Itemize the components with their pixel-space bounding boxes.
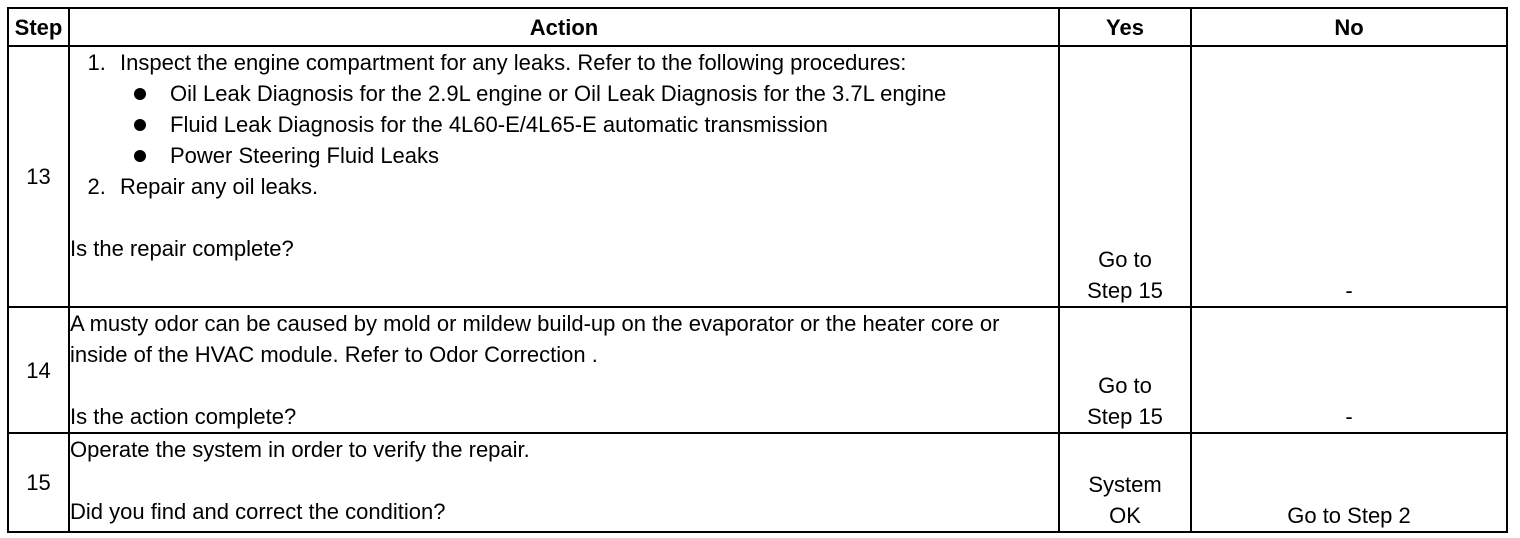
- step-number: 13: [8, 46, 69, 307]
- yes-line: Step 15: [1087, 278, 1163, 303]
- bullet-item: [134, 140, 1058, 171]
- procedure-item: [112, 171, 1058, 202]
- no-cell: Go to Step 2: [1191, 433, 1507, 532]
- procedure-bullet-list: [120, 78, 1058, 171]
- yes-line: Go to: [1098, 247, 1152, 272]
- step-number: 15: [8, 433, 69, 532]
- bullet-item: [134, 109, 1058, 140]
- action-cell: [69, 46, 1059, 307]
- yes-line: OK: [1109, 503, 1141, 528]
- table-row-step-14: [8, 307, 1507, 433]
- procedure-text: Inspect the engine compartment for any leaks. Refer to the following procedures:: [120, 50, 907, 75]
- bullet-text: Fluid Leak Diagnosis for the 4L60-E/4L65-E automatic transmission: [170, 112, 828, 137]
- question-text: Is the action complete?: [70, 404, 297, 429]
- table-row-step-15: [8, 433, 1507, 532]
- no-cell: -: [1191, 307, 1507, 433]
- action-text: A musty odor can be caused by mold or mildew build-up on the evaporator or the heater core or inside of the HVAC module. Refer to Odor Correction .: [70, 311, 1000, 367]
- header-step: Step: [8, 8, 69, 46]
- step-number: 14: [8, 307, 69, 433]
- action-cell: [69, 307, 1059, 433]
- yes-line: Step 15: [1087, 404, 1163, 429]
- procedure-item: [112, 47, 1058, 171]
- action-cell: [69, 433, 1059, 532]
- bullet-icon: [134, 88, 146, 100]
- yes-line: Go to: [1098, 373, 1152, 398]
- question-text: Did you find and correct the condition?: [70, 499, 446, 524]
- bullet-text: Oil Leak Diagnosis for the 2.9L engine or Oil Leak Diagnosis for the 3.7L engine: [170, 81, 947, 106]
- bullet-item: [134, 78, 1058, 109]
- yes-cell: [1059, 46, 1191, 307]
- bullet-text: Power Steering Fluid Leaks: [170, 143, 440, 168]
- question-text: Is the repair complete?: [70, 236, 294, 261]
- diagnostic-table: [7, 7, 1508, 533]
- action-text: Operate the system in order to verify the repair.: [70, 437, 530, 462]
- header-action: Action: [69, 8, 1059, 46]
- bullet-icon: [134, 119, 146, 131]
- yes-cell: [1059, 433, 1191, 532]
- procedure-text: Repair any oil leaks.: [120, 174, 319, 199]
- header-no: No: [1191, 8, 1507, 46]
- table-row-step-13: [8, 46, 1507, 307]
- yes-cell: [1059, 307, 1191, 433]
- header-row: [8, 8, 1507, 46]
- header-yes: Yes: [1059, 8, 1191, 46]
- no-cell: -: [1191, 46, 1507, 307]
- yes-line: System: [1088, 472, 1162, 497]
- procedure-list: [70, 47, 1058, 202]
- bullet-icon: [134, 150, 146, 162]
